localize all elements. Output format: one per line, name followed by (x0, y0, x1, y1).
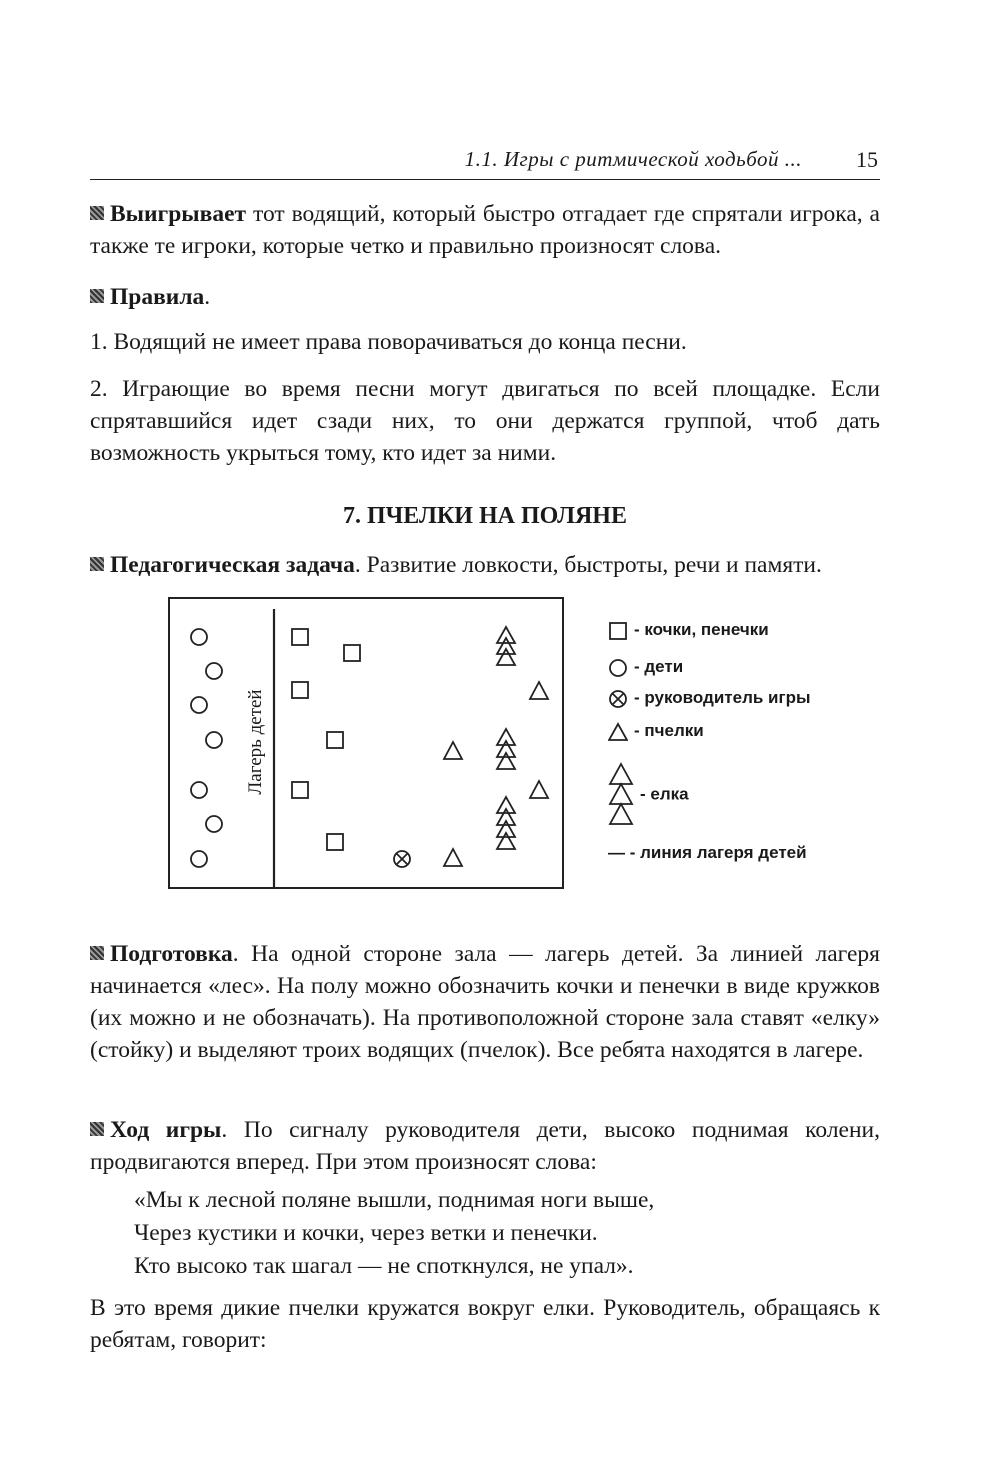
bee-triangle (530, 781, 548, 798)
legend-triangle (608, 721, 704, 742)
legend-tree (608, 762, 689, 828)
bullet-icon (90, 206, 104, 220)
hummock-square (344, 645, 360, 661)
hummock-square (292, 782, 308, 798)
bee-triangle (530, 682, 548, 699)
game-flow-lead: Ход игры (110, 1117, 222, 1143)
leader-icon (608, 689, 628, 709)
hummock-square (292, 629, 308, 645)
legend-circle (608, 657, 683, 678)
leader-symbol (394, 851, 410, 867)
rules-lead: Правила (110, 284, 205, 310)
legend-line-label: — - линия лагеря детей (608, 843, 807, 862)
square-icon (608, 621, 628, 641)
verse-line-2: Через кустики и кочки, через ветки и пенечки. (134, 1220, 598, 1246)
preparation-lead: Подготовка (110, 941, 233, 967)
circle-icon (608, 658, 628, 678)
rules-tail: . (204, 284, 211, 310)
tree-symbol (497, 627, 515, 665)
task-lead: Педагогическая задача (110, 552, 355, 578)
preparation-text: . На одной стороне зала — лагерь детей. За линией лагеря начинается «лес». На полу можно обозначить кочки и пенечки в виде кружков (их можно и не обозначать). На противоположной стороне зала ставят «елку» (стойку) и выделяют троих водящих (пчелок). Все ребята находятся в лагере. (90, 941, 880, 1063)
legend-line (608, 843, 807, 863)
legend-square (608, 620, 769, 641)
bullet-icon (90, 289, 104, 303)
bullet-icon (90, 1122, 104, 1136)
task-text: . Развитие ловкости, быстроты, речи и памяти. (354, 552, 822, 578)
legend-tree-label: - елка (640, 784, 689, 804)
legend-square-label: - кочки, пенечки (634, 620, 769, 639)
bullet-icon (90, 557, 104, 571)
verse-line-3: Кто высоко так шагал — не споткнулся, не упал». (134, 1253, 634, 1279)
legend-triangle-label: - пчелки (634, 721, 704, 740)
bee-triangle (444, 742, 462, 759)
playground-diagram (168, 597, 564, 889)
game-title: 7. ПЧЕЛКИ НА ПОЛЯНЕ (343, 503, 627, 529)
hummock-square (327, 732, 343, 748)
legend-circle-label: - дети (634, 657, 684, 676)
child-circle (206, 663, 222, 679)
rule-2: 2. Играющие во время песни могут двигаться по всей площадке. Если спрятавшийся идет сзади них, то они держатся группой, чтоб дать возможность укрыться тому, кто идет за ними. (90, 376, 880, 466)
legend-leader-label: - руководитель игры (634, 688, 811, 707)
diagram-canvas (170, 599, 566, 891)
child-circle (191, 629, 207, 645)
bee-triangle (444, 849, 462, 866)
legend-leader (608, 688, 810, 709)
camp-label: Лагерь детей (245, 689, 266, 795)
page-number: 15 (856, 147, 878, 172)
running-title: 1.1. Игры с ритмической ходьбой ... (464, 147, 802, 171)
child-circle (191, 697, 207, 713)
child-circle (206, 816, 222, 832)
game-flow-text: . По сигналу руководителя дети, высоко поднимая колени, продвигаются вперед. При этом произносят слова: (90, 1117, 881, 1175)
tree-symbol (497, 729, 515, 769)
tree-icon (608, 762, 634, 828)
bullet-icon (90, 946, 104, 960)
child-circle (191, 782, 207, 798)
hummock-square (292, 682, 308, 698)
winner-lead: Выигрывает (110, 201, 247, 227)
child-circle (206, 732, 222, 748)
winner-text: тот водящий, который быстро отгадает где спрятали игрока, а также те игроки, которые четко и правильно произносят слова. (90, 201, 880, 259)
triangle-icon (608, 722, 628, 742)
preparation-paragraph (90, 938, 880, 1066)
task-paragraph (90, 549, 880, 581)
tree-symbol (497, 797, 515, 849)
child-circle (191, 851, 207, 867)
verse-line-1: «Мы к лесной поляне вышли, поднимая ноги выше, (134, 1187, 655, 1213)
game-flow-paragraph (90, 1114, 880, 1178)
hummock-square (327, 834, 343, 850)
running-header (90, 145, 880, 180)
rules-heading (90, 281, 880, 313)
winner-paragraph (90, 198, 880, 262)
closing-paragraph: В это время дикие пчелки кружатся вокруг елки. Руководитель, обращаясь к ребятам, говорит: (90, 1295, 880, 1353)
rule-1: 1. Водящий не имеет права поворачиваться до конца песни. (90, 329, 687, 355)
